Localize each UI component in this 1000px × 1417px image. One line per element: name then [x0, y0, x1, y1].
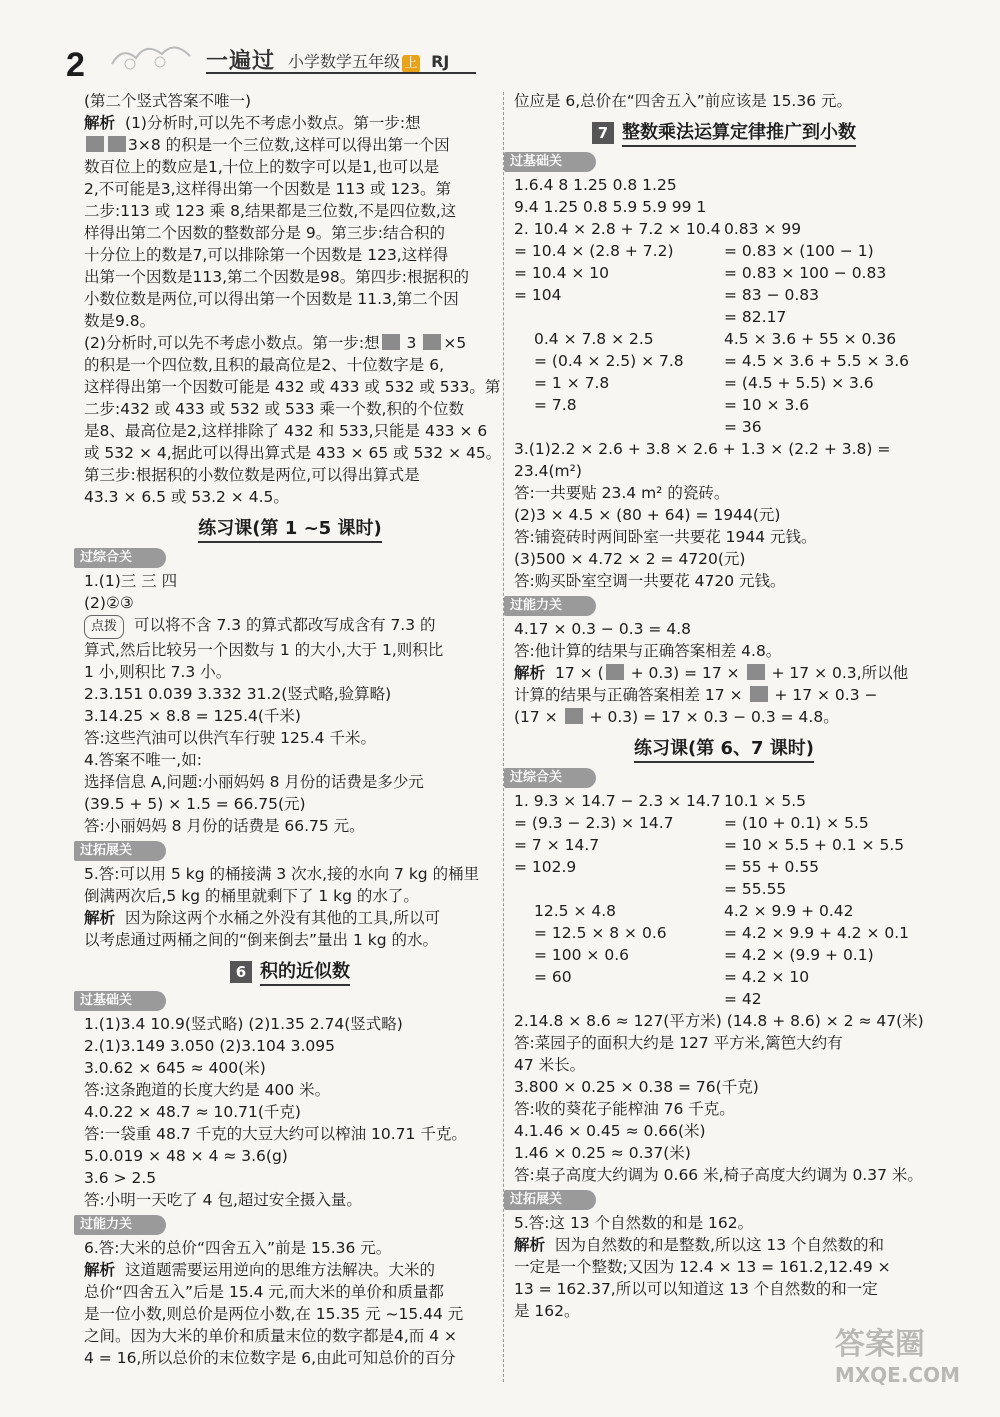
answer-line: 3.14.25 × 8.8 = 125.4(千米)	[84, 707, 301, 725]
section-7-title: 7 整数乘法运算定律推广到小数	[514, 118, 934, 148]
page-number: 2	[66, 46, 85, 84]
answer-line: 5.0.019 × 48 × 4 ≈ 3.6(g)	[84, 1147, 288, 1165]
answer-line: (3)500 × 4.72 × 2 = 4720(元)	[514, 550, 746, 568]
answer-line: 4.17 × 0.3 − 0.3 = 4.8	[514, 620, 691, 638]
analysis-line: 是8、最高位是2,这样排除了 432 和 533,只能是 433 × 6	[84, 422, 488, 440]
answer-line: (2)3 × 4.5 × (80 + 64) = 1944(元)	[514, 506, 781, 524]
left-column	[80, 90, 502, 1369]
analysis-line: 解析 因为自然数的和是整数,所以这 13 个自然数的和	[514, 1236, 885, 1254]
answer-line: 答:菜园子的面积大约是 127 平方米,篱笆大约有	[514, 1034, 843, 1052]
tag-basic: 过基础关	[504, 152, 596, 172]
answer-line: 3.800 × 0.25 × 0.38 = 76(千克)	[514, 1078, 759, 1096]
answer-line: (39.5 + 5) × 1.5 = 66.75(元)	[84, 795, 306, 813]
blank-box-icon	[86, 136, 104, 152]
calc-block: 12.5 × 4.8 = 12.5 × 8 × 0.6 = 100 × 0.6 = 60 4.2 × 9.9 + 0.42 = 4.2 × 9.9 + 4.2 × 0.1 = 4.2 × (9.9 + 0.1) = 4.2 × 10 = 42	[534, 902, 910, 1008]
column-divider	[503, 92, 504, 1382]
calc-block: 1. 9.3 × 14.7 − 2.3 × 14.7 = (9.3 − 2.3) × 14.7 = 7 × 14.7 = 102.9 10.1 × 5.5 = (10 + 0.1) × 5.5 = 10 × 5.5 + 0.1 × 5.5 = 55 + 0.55 = 55.55	[514, 792, 905, 898]
analysis-line: (17 × + 0.3) = 17 × 0.3 − 0.3 = 4.8。	[514, 708, 839, 726]
tip-line: 点拨 可以将不含 7.3 的算式都改写成含有 7.3 的	[84, 614, 496, 639]
answer-line: 2.(1)3.149 3.050 (2)3.104 3.095	[84, 1037, 335, 1055]
analysis-line: 43.3 × 6.5 或 53.2 × 4.5。	[84, 488, 289, 506]
answer-line: 答:这些汽油可以供汽车行驶 125.4 千米。	[84, 729, 376, 747]
analysis-line: 数是9.8。	[84, 312, 156, 330]
analysis-line: 3×8 的积是一个三位数,这样可以得出第一个因	[84, 134, 496, 156]
answer-line: 答:一共要贴 23.4 m² 的瓷砖。	[514, 484, 730, 502]
tag-comprehensive: 过综合关	[74, 548, 166, 568]
answer-line: 2.3.151 0.039 3.332 31.2(竖式略,验算略)	[84, 685, 392, 703]
analysis-label: 解析	[514, 664, 546, 682]
answer-line: 选择信息 A,问题:小丽妈妈 8 月份的话费是多少元	[84, 773, 424, 791]
analysis-label: 解析	[84, 909, 116, 927]
analysis-line: 以考虑通过两桶之间的“倒来倒去”量出 1 kg 的水。	[84, 931, 439, 949]
grade-badge: 上	[402, 55, 420, 73]
analysis-line: 或 532 × 4,据此可以得出算式是 433 × 65 或 532 × 45。	[84, 444, 502, 462]
answer-line: 23.4(m²)	[514, 462, 582, 480]
answer-line: 4.0.22 × 48.7 ≈ 10.71(千克)	[84, 1103, 301, 1121]
answer-line: 3.(1)2.2 × 2.6 + 3.8 × 2.6 + 1.3 × (2.2 + 3.8) =	[514, 440, 891, 458]
answer-line: 1.46 × 0.25 ≈ 0.37(米)	[514, 1144, 691, 1162]
answer-line: 9.4 1.25 0.8 5.9 5.9 99 1	[514, 198, 707, 216]
answer-line: 答:桌子高度大约调为 0.66 米,椅子高度大约调为 0.37 米。	[514, 1166, 923, 1184]
answer-line: 倒满两次后,5 kg 的桶里就剩下了 1 kg 的水了。	[84, 887, 419, 905]
analysis-label: 解析	[84, 114, 116, 132]
practice-title-1-5: 练习课(第 1 ~5 课时)	[84, 514, 496, 544]
answer-line: 4.1.46 × 0.45 ≈ 0.66(米)	[514, 1122, 706, 1140]
answer-line: 答:小明一天吃了 4 包,超过安全摄入量。	[84, 1191, 362, 1209]
site-watermark: 答案圈 MXQE.COM	[834, 1327, 960, 1387]
blank-box-icon	[750, 686, 768, 702]
answer-line: 答:他计算的结果与正确答案相差 4.8。	[514, 642, 782, 660]
answer-line: 位应是 6,总价在“四舍五入”前应该是 15.36 元。	[514, 92, 853, 110]
answer-line: 答:一袋重 48.7 千克的大豆大约可以榨油 10.71 千克。	[84, 1125, 467, 1143]
analysis-line: 出第一个因数是113,第二个因数是98。第四步:根据积的	[84, 268, 469, 286]
answer-line: 1.6.4 8 1.25 0.8 1.25	[514, 176, 677, 194]
blank-box-icon	[747, 664, 765, 680]
tag-expand: 过拓展关	[504, 1190, 596, 1210]
answer-line: 3.6 > 2.5	[84, 1169, 157, 1187]
analysis-line: 之间。因为大米的单价和质量末位的数字都是4,而 4 ×	[84, 1327, 457, 1345]
analysis-line: 二步:113 或 123 乘 8,结果都是三位数,不是四位数,这	[84, 202, 457, 220]
edition-label: RJ	[431, 52, 450, 71]
subject-line	[288, 49, 449, 73]
watermark-url: MXQE.COM	[834, 1363, 960, 1387]
analysis-line: 数百位上的数应是1,十位上的数字可以是1,也可以是	[84, 158, 440, 176]
answer-line: 答:小丽妈妈 8 月份的话费是 66.75 元。	[84, 817, 365, 835]
note-line: (第二个竖式答案不唯一)	[84, 92, 252, 110]
blank-box-icon	[606, 664, 624, 680]
answer-line: 5.答:这 13 个自然数的和是 162。	[514, 1214, 754, 1232]
analysis-line: (2)分析时,可以先不考虑小数点。第一步:想 3 ×5	[84, 334, 467, 352]
answer-line: 答:购买卧室空调一共要花 4720 元钱。	[514, 572, 786, 590]
blank-box-icon	[108, 136, 126, 152]
page-header	[0, 0, 1000, 84]
analysis-line: 解析 17 × ( + 0.3) = 17 × + 17 × 0.3,所以他	[514, 664, 909, 682]
doodle-logo-icon	[108, 42, 204, 74]
answer-line: 6.答:大米的总价“四舍五入”前是 15.36 元。	[84, 1239, 392, 1257]
tag-expand: 过拓展关	[74, 841, 166, 861]
analysis-line: 的积是一个四位数,且积的最高位是2、十位数字是 6,	[84, 356, 445, 374]
section-number: 7	[592, 122, 614, 144]
analysis-label: 解析	[84, 1261, 116, 1279]
calc-block: 0.4 × 7.8 × 2.5 = (0.4 × 2.5) × 7.8 = 1 × 7.8 = 7.8 4.5 × 3.6 + 55 × 0.36 = 4.5 × 3.6 + 5.5 × 3.6 = (4.5 + 5.5) × 3.6 = 10 × 3.6 = 36	[534, 330, 910, 436]
calc-block: 2. 10.4 × 2.8 + 7.2 × 10.4 = 10.4 × (2.8 + 7.2) = 10.4 × 10 = 104 0.83 × 99 = 0.83 × (100 − 1) = 0.83 × 100 − 0.83 = 83 − 0.83 = 82.17	[514, 220, 887, 326]
answer-line: 3.0.62 × 645 ≈ 400(米)	[84, 1059, 266, 1077]
tag-ability: 过能力关	[74, 1215, 166, 1235]
analysis-line: 4 = 16,所以总价的末位数字是 6,由此可知总价的百分	[84, 1349, 456, 1367]
answer-line: 1.(1)3.4 10.9(竖式略) (2)1.35 2.74(竖式略)	[84, 1015, 403, 1033]
analysis-line: 13 = 162.37,所以可以知道这 13 个自然数的和一定	[514, 1280, 878, 1298]
analysis-line: 解析 这道题需要运用逆向的思维方法解决。大米的	[84, 1261, 436, 1279]
answer-line: 1.(1)三 三 四	[84, 572, 178, 590]
practice-title-6-7: 练习课(第 6、7 课时)	[514, 734, 934, 764]
analysis-line: 是一位小数,则总价是两位小数,在 15.35 元 ~15.44 元	[84, 1305, 464, 1323]
answer-line: (2)②③	[84, 594, 134, 612]
section-number: 6	[230, 961, 252, 983]
tip-line: 算式,然后比较另一个因数与 1 的大小,大于 1,则积比	[84, 641, 444, 659]
series-title: 一遍过	[206, 49, 276, 74]
blank-box-icon	[382, 334, 400, 350]
analysis-line: 第三步:根据积的小数位数是两位,可以得出算式是	[84, 466, 420, 484]
tip-badge: 点拨	[84, 615, 124, 639]
blank-box-icon	[423, 334, 441, 350]
analysis-line: 总价“四舍五入”后是 15.4 元,而大米的单价和质量都	[84, 1283, 444, 1301]
analysis-line: 一定是一个整数;又因为 12.4 × 13 = 161.2,12.49 ×	[514, 1258, 891, 1276]
header-rule	[206, 72, 476, 74]
answer-line: 4.答案不唯一,如:	[84, 751, 202, 769]
tag-comprehensive: 过综合关	[504, 768, 596, 788]
analysis-line: 二步:432 或 433 或 532 或 533 乘一个数,积的个位数	[84, 400, 464, 418]
analysis-line: 是 162。	[514, 1302, 580, 1320]
analysis-line: 解析 因为除这两个水桶之外没有其他的工具,所以可	[84, 909, 440, 927]
answer-line: 47 米长。	[514, 1056, 586, 1074]
tag-ability: 过能力关	[504, 596, 596, 616]
answer-line: 5.答:可以用 5 kg 的桶接满 3 次水,接的水向 7 kg 的桶里	[84, 865, 480, 883]
section-6-title: 6 积的近似数	[84, 957, 496, 987]
answer-line: 答:收的葵花子能榨油 76 千克。	[514, 1100, 735, 1118]
analysis-label: 解析	[514, 1236, 546, 1254]
blank-box-icon	[565, 708, 583, 724]
answer-line: 答:铺瓷砖时两间卧室一共要花 1944 元钱。	[514, 528, 817, 546]
analysis-line: 计算的结果与正确答案相差 17 × + 17 × 0.3 −	[514, 686, 878, 704]
right-column	[510, 90, 934, 1322]
analysis-line: 样得出第二个因数的整数部分是 9。第三步:结合积的	[84, 224, 446, 242]
analysis-line: 2,不可能是3,这样得出第一个因数是 113 或 123。第	[84, 180, 452, 198]
analysis-line: 小数位数是两位,可以得出第一个因数是 11.3,第二个因	[84, 290, 459, 308]
analysis-line: 十分位上的数是7,可以排除第一个因数是 123,这样得	[84, 246, 449, 264]
subject-name: 小学数学五年级	[288, 52, 401, 71]
analysis-line: 这样得出第一个因数可能是 432 或 433 或 532 或 533。第	[84, 378, 501, 396]
answer-line: 答:这条跑道的长度大约是 400 米。	[84, 1081, 331, 1099]
analysis-line: 解析 (1)分析时,可以先不考虑小数点。第一步:想	[84, 114, 421, 132]
tag-basic: 过基础关	[74, 991, 166, 1011]
answer-line: 2.14.8 × 8.6 ≈ 127(平方米) (14.8 + 8.6) × 2 ≈ 47(米)	[514, 1012, 924, 1030]
tip-line: 1 小,则积比 7.3 小。	[84, 663, 232, 681]
